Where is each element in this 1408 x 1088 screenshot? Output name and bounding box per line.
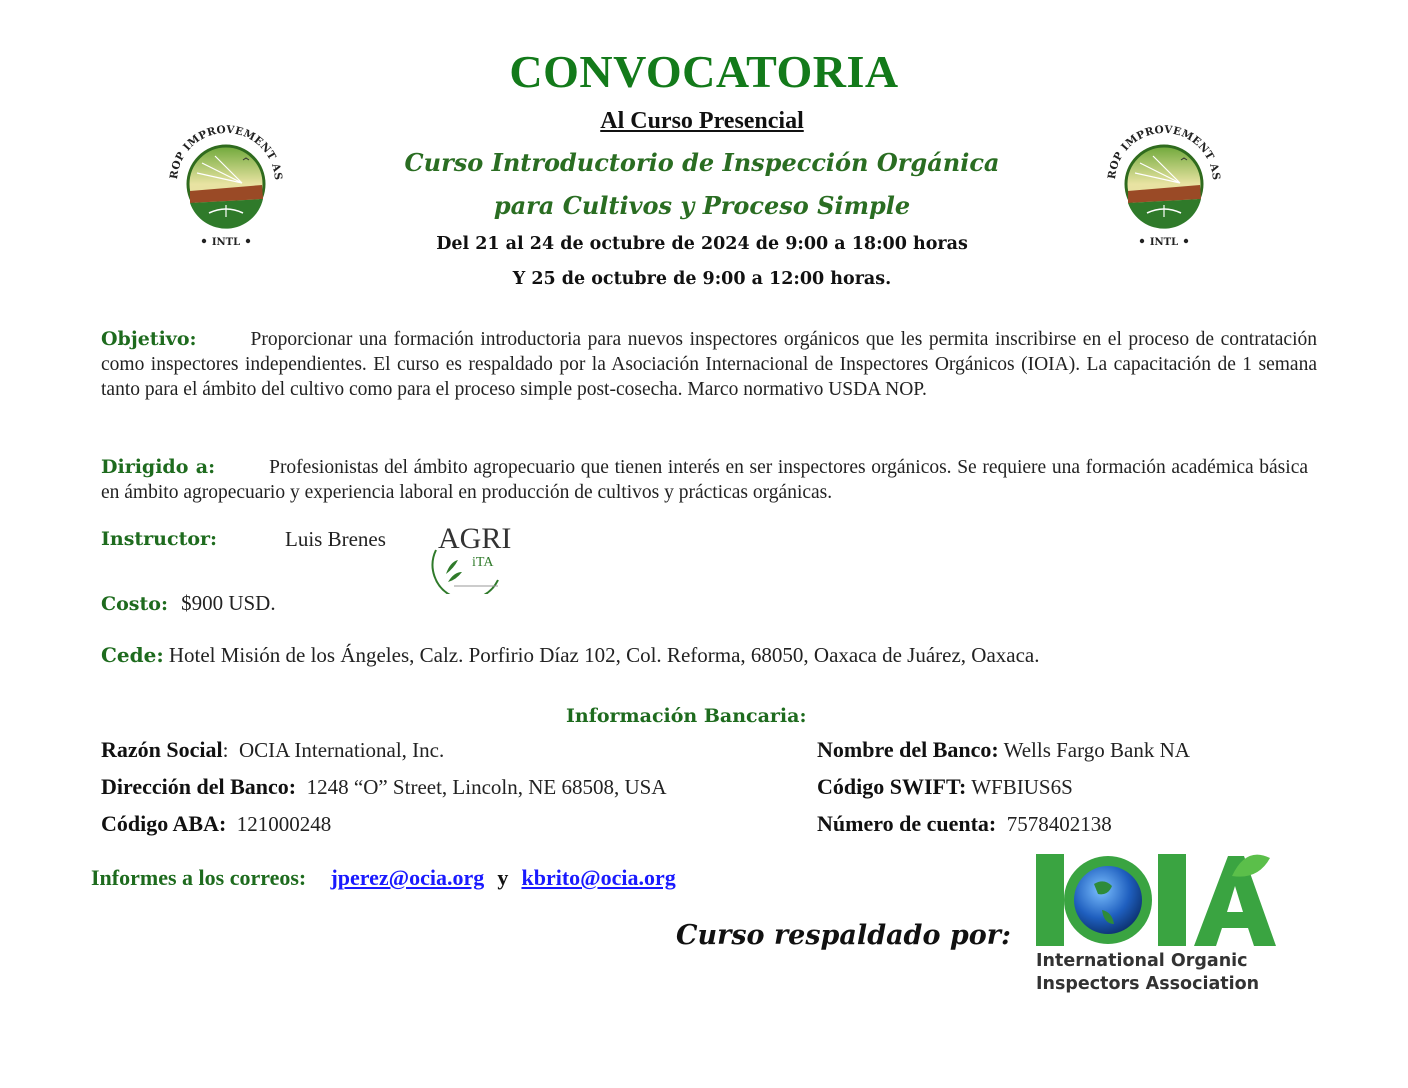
email-jperez-link[interactable]: jperez@ocia.org — [330, 865, 485, 890]
aba-value: 121000248 — [236, 812, 332, 836]
endorse-label: Curso respaldado por: — [676, 920, 1011, 951]
course-type: Al Curso Presencial — [600, 108, 804, 134]
course-title-line2: para Cultivos y Proceso Simple — [493, 191, 911, 220]
seal-text: ROP IMPROVEMENT AS — [167, 123, 285, 181]
instructor-name: Luis Brenes — [285, 527, 386, 551]
objetivo-text: Proporcionar una formación introductoria para nuevos inspectores orgánicos que les permita inscribirse en el proceso de contratación como inspectores independientes. El curso es respaldado por la Asociación Internacional de Inspectores Orgánicos (IOIA). La capacitación de 1 semana tanto para el ámbito del cultivo como para el proceso simple post-cosecha. Marco normativo USDA NOP. — [101, 329, 1317, 400]
ioia-logo-line2: Inspectors Association — [1036, 974, 1260, 994]
seal-intl: INTL — [1149, 237, 1179, 248]
direccion-label: Dirección del Banco: — [101, 774, 297, 799]
razon-value: OCIA International, Inc. — [238, 738, 445, 762]
cuenta-value: 7578402138 — [1006, 812, 1112, 836]
razon-label: Razón Social — [101, 737, 223, 762]
costo-value: $900 USD. — [181, 591, 276, 615]
ocia-seal-left — [157, 113, 295, 251]
instructor-label: Instructor: — [101, 528, 218, 550]
costo-label: Costo: — [101, 593, 168, 615]
contact-joiner: y — [497, 865, 509, 890]
agrita-logo-text: AGRI — [438, 522, 512, 555]
aba-label: Código ABA: — [101, 811, 227, 836]
swift-label: Código SWIFT: — [817, 774, 967, 799]
dirigido-label: Dirigido a: — [101, 456, 216, 478]
swift-row — [817, 774, 1073, 800]
objetivo-label: Objetivo: — [101, 328, 197, 350]
swift-value: WFBIUS6S — [971, 775, 1073, 799]
ioia-logo-line1: International Organic — [1036, 951, 1248, 971]
dirigido-section — [101, 455, 1308, 505]
email-kbrito-link[interactable]: kbrito@ocia.org — [521, 865, 676, 890]
dates-line1: Del 21 al 24 de octubre de 2024 de 9:00 a 18:00 horas — [436, 234, 968, 254]
direccion-row — [101, 774, 667, 800]
page-title: CONVOCATORIA — [509, 46, 899, 97]
objetivo-section — [101, 327, 1317, 402]
seal-text: ROP IMPROVEMENT AS — [1105, 123, 1223, 181]
bank-heading: Información Bancaria: — [566, 705, 807, 727]
cede-row — [101, 643, 1040, 668]
cede-value: Hotel Misión de los Ángeles, Calz. Porfirio Díaz 102, Col. Reforma, 68050, Oaxaca de Juárez, Oaxaca. — [168, 643, 1040, 667]
dates-line2: Y 25 de octubre de 9:00 a 12:00 horas. — [512, 269, 892, 289]
cede-label: Cede: — [101, 643, 164, 667]
aba-row — [101, 811, 331, 837]
cuenta-row — [817, 811, 1112, 837]
banco-label: Nombre del Banco: — [817, 737, 999, 762]
ocia-seal-right — [1095, 113, 1233, 251]
agrita-logo — [428, 510, 528, 594]
seal-intl: INTL — [211, 237, 241, 248]
contact-row — [91, 865, 676, 891]
agrita-logo-sub: iTA — [472, 555, 494, 570]
cuenta-label: Número de cuenta: — [817, 811, 997, 836]
ioia-logo — [1032, 850, 1280, 995]
contact-label: Informes a los correos: — [91, 865, 307, 890]
course-title-line1: Curso Introductorio de Inspección Orgánica — [404, 148, 1000, 177]
banco-value: Wells Fargo Bank NA — [1003, 738, 1190, 762]
banco-row — [817, 737, 1190, 763]
costo-row — [101, 591, 276, 616]
direccion-value: 1248 “O” Street, Lincoln, NE 68508, USA — [306, 775, 667, 799]
dirigido-text: Profesionistas del ámbito agropecuario que tienen interés en ser inspectores orgánicos. Se requiere una formación académica básica en ámbito agropecuario y experiencia laboral en producción de cultivos y prácticas orgánicas. — [101, 457, 1308, 503]
razon-row: Razón Social: OCIA International, Inc. — [101, 737, 445, 762]
